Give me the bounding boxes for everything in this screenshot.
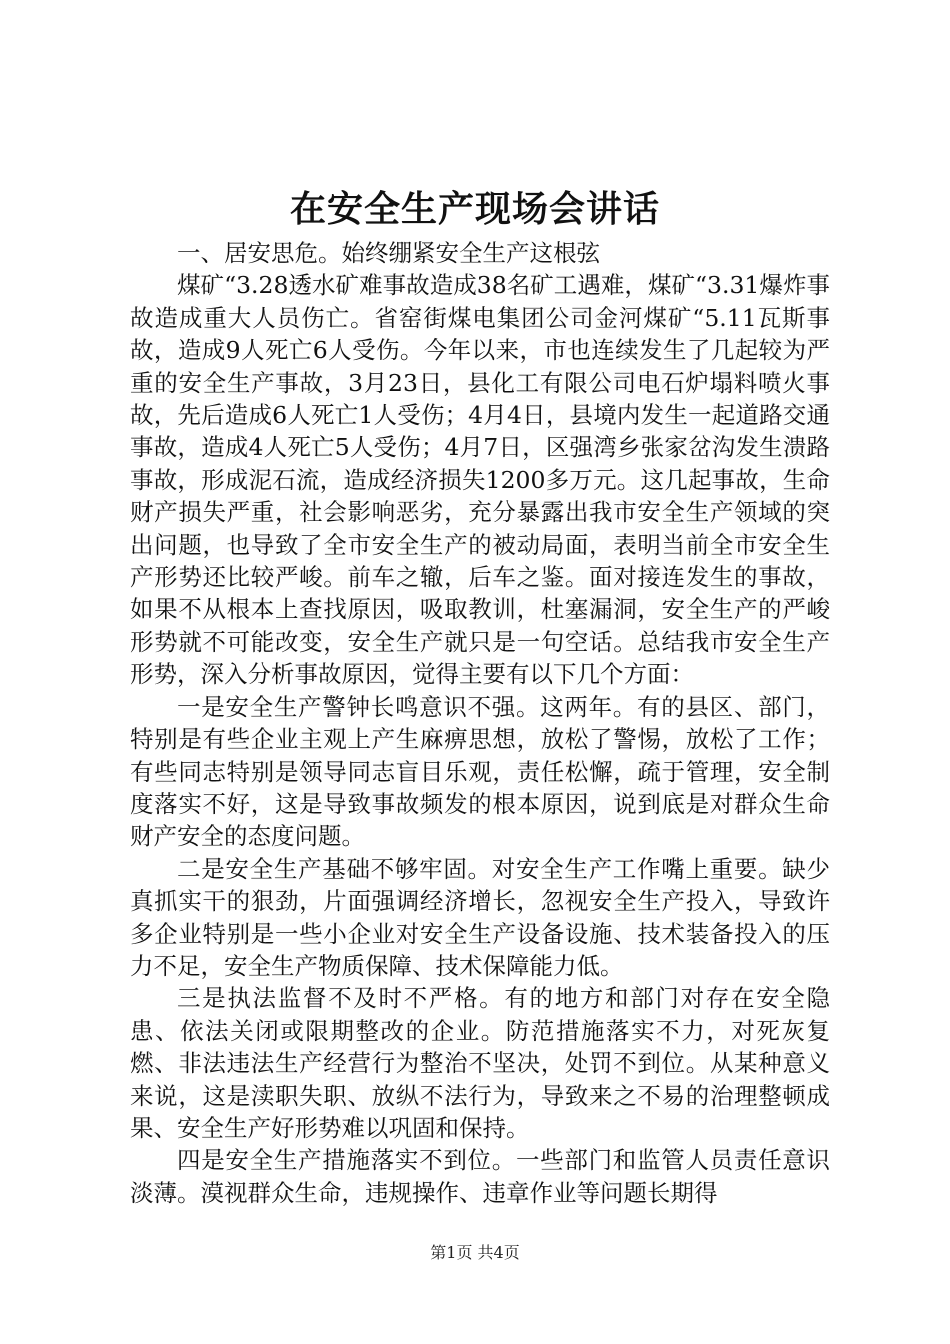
page-number-footer: 第1页 共4页 bbox=[430, 1243, 520, 1262]
body-paragraph: 二是安全生产基础不够牢固。对安全生产工作嘴上重要。缺少真抓实干的狠劲，片面强调经济增长，忽视安全生产投入，导致许多企业特别是一些小企业对安全生产设备设施、技术装备投入的压力不足，安全生产物质保障、技术保障能力低。 bbox=[130, 854, 830, 980]
document-title: 在安全生产现场会讲话 bbox=[289, 188, 660, 230]
body-paragraph: 一是安全生产警钟长鸣意识不强。这两年。有的县区、部门，特别是有些企业主观上产生麻痹思想，放松了警惕，放松了工作；有些同志特别是领导同志盲目乐观，责任松懈，疏于管理，安全制度落实不好，这是导致事故频发的根本原因，说到底是对群众生命财产安全的态度问题。 bbox=[130, 692, 830, 851]
document-body bbox=[130, 237, 830, 1209]
section-heading: 一、居安思危。始终绷紧安全生产这根弦 bbox=[177, 239, 600, 267]
body-paragraph: 四是安全生产措施落实不到位。一些部门和监管人员责任意识淡薄。漠视群众生命，违规操作、违章作业等问题长期得 bbox=[130, 1146, 830, 1207]
body-paragraph: 煤矿“3.28透水矿难事故造成38名矿工遇难，煤矿“3.31爆炸事故造成重大人员伤亡。省窑街煤电集团公司金河煤矿“5.11瓦斯事故，造成9人死亡6人受伤。今年以来，市也连续发生了几起较为严重的安全生产事故，3月23日，县化工有限公司电石炉塌料喷火事故，先后造成6人死亡1人受伤；4月4日，县境内发生一起道路交通事故，造成4人死亡5人受伤；4月7日，区强湾乡张家岔沟发生溃路事故，形成泥石流，造成经济损失1200多万元。这几起事故，生命财产损失严重，社会影响恶劣，充分暴露出我市安全生产领域的突出问题，也导致了全市安全生产的被动局面，表明当前全市安全生产形势还比较严峻。前车之辙，后车之鉴。面对接连发生的事故，如果不从根本上查找原因，吸取教训，杜塞漏洞，安全生产的严峻形势就不可能改变，安全生产就只是一句空话。总结我市安全生产形势，深入分析事故原因，觉得主要有以下几个方面： bbox=[130, 271, 830, 689]
body-paragraph: 三是执法监督不及时不严格。有的地方和部门对存在安全隐患、依法关闭或限期整改的企业。防范措施落实不力，对死灰复燃、非法违法生产经营行为整治不坚决，处罚不到位。从某种意义来说，这是渎职失职、放纵不法行为，导致来之不易的治理整顿成果、安全生产好形势难以巩固和保持。 bbox=[130, 984, 830, 1142]
